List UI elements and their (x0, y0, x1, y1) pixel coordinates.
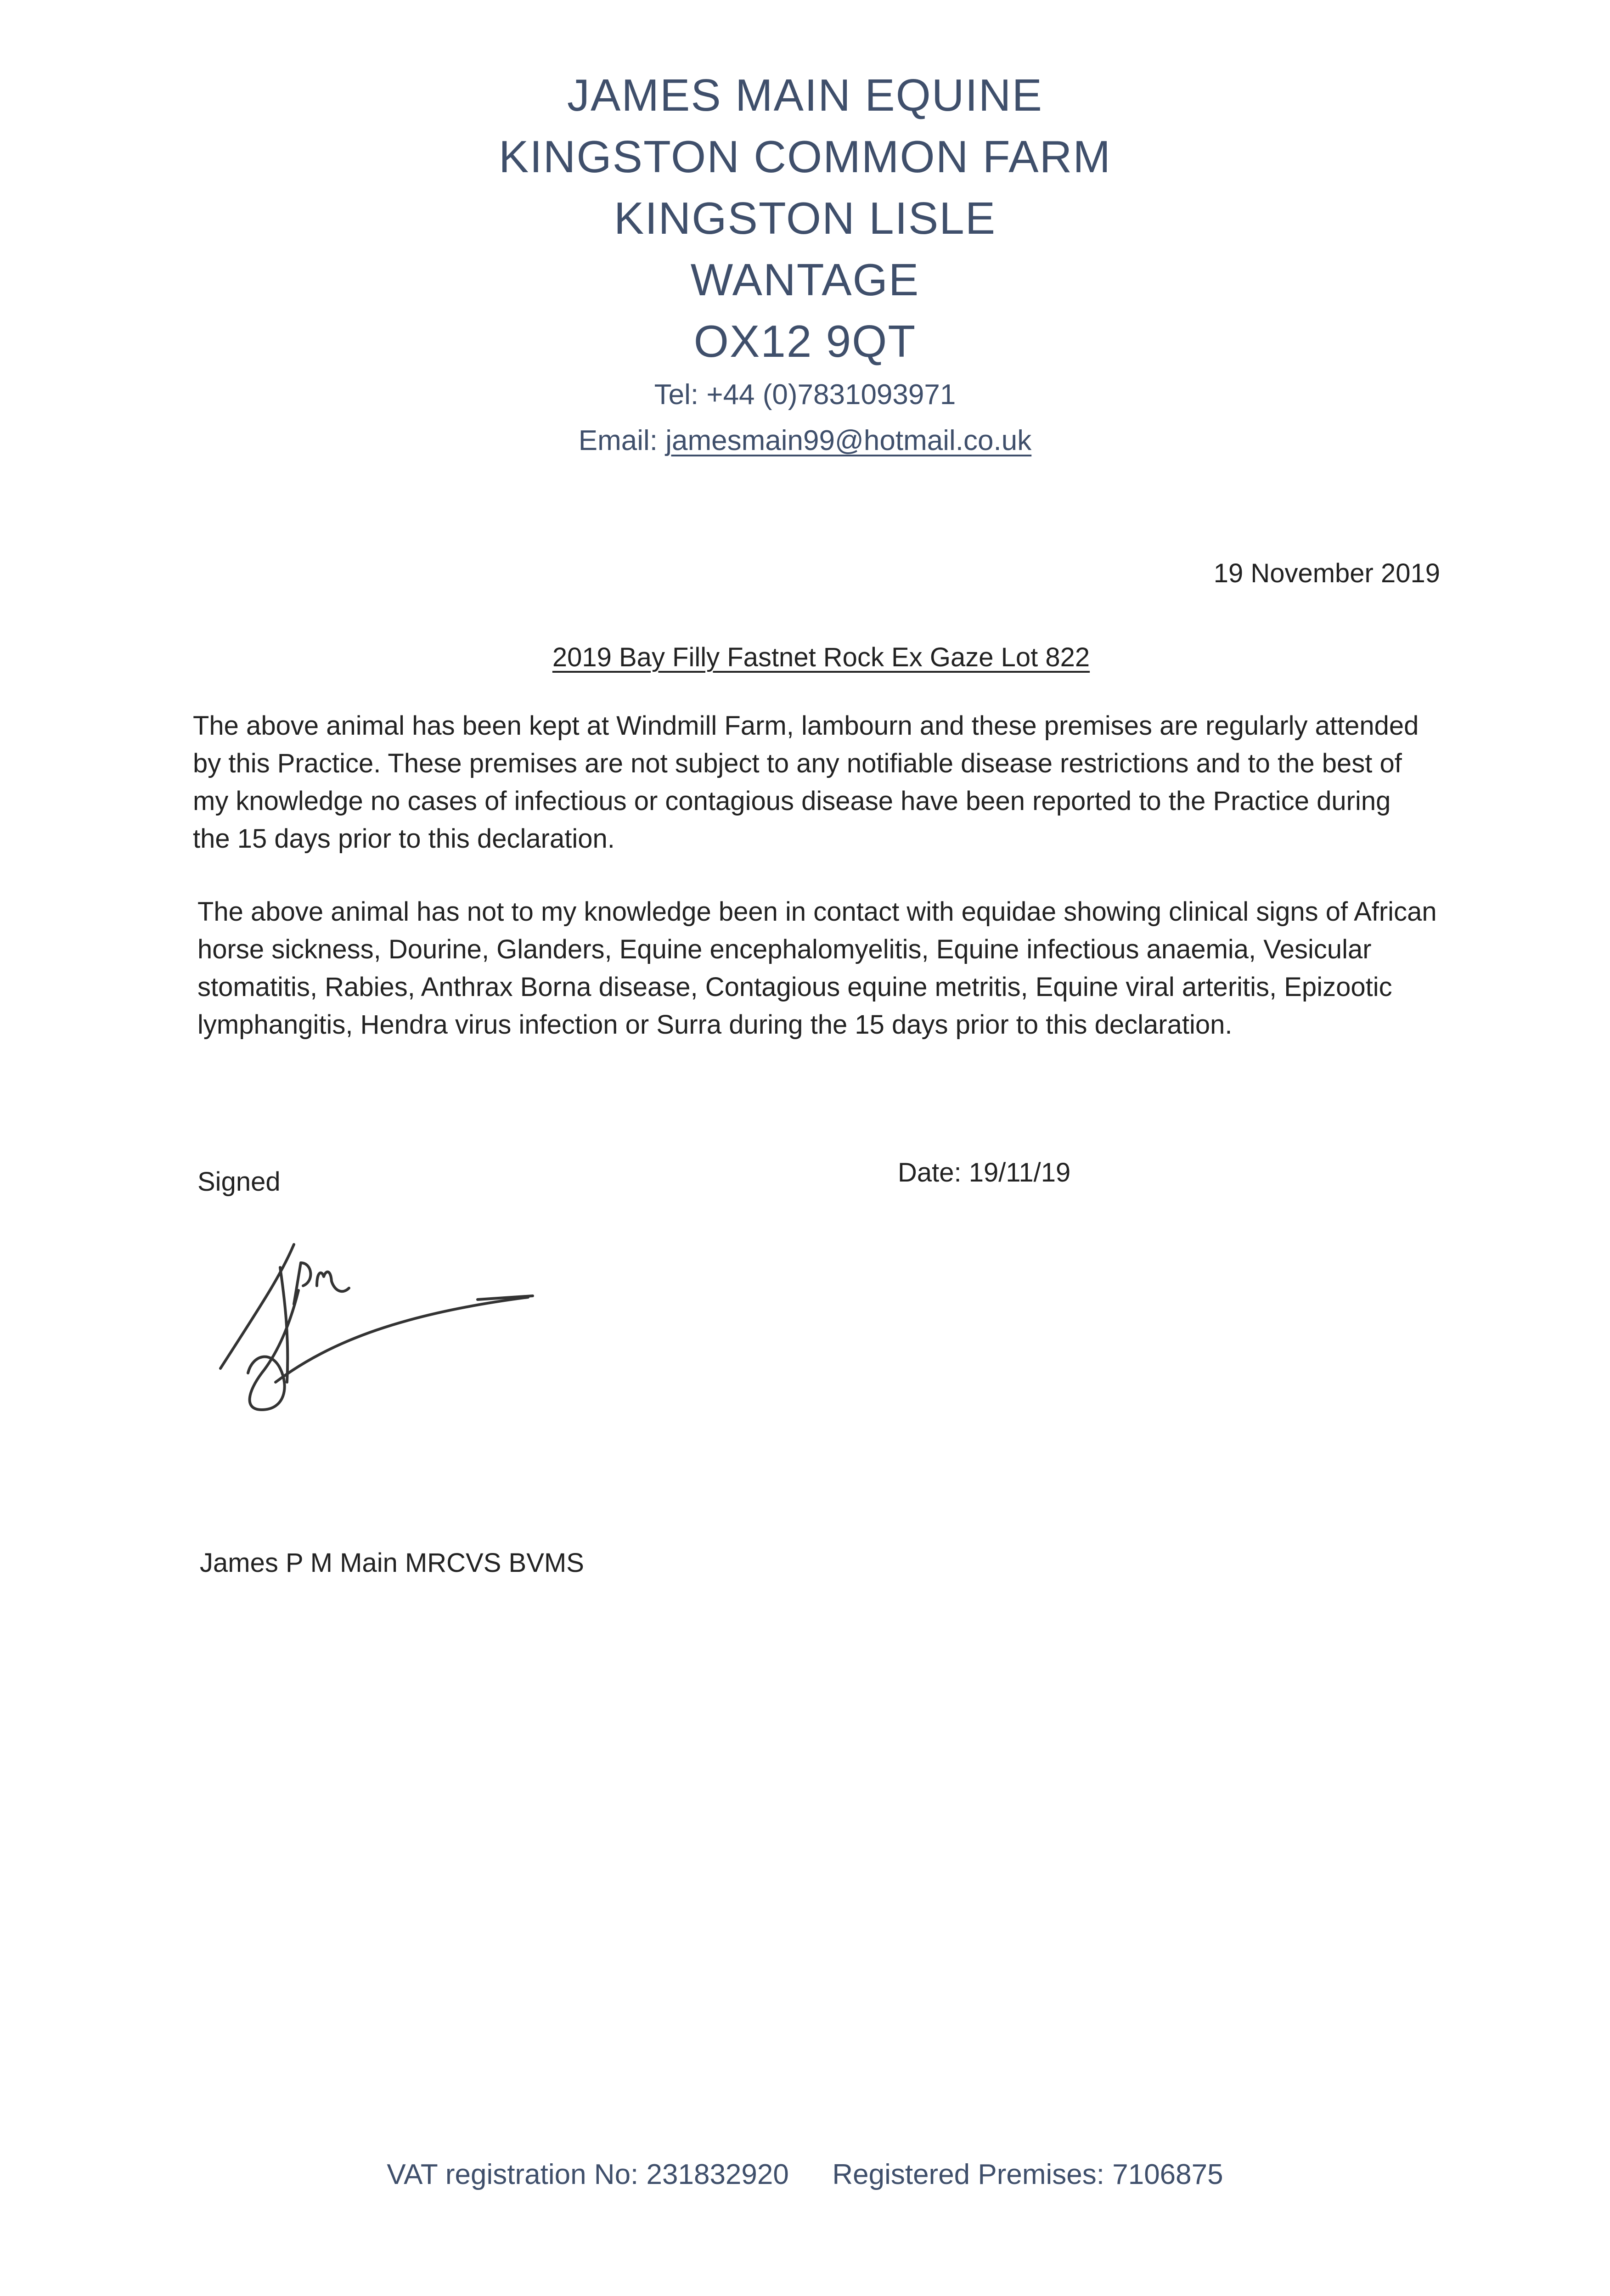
signature-date (898, 1157, 1070, 1188)
footer (0, 2158, 1610, 2191)
vat-number: 231832920 (646, 2159, 789, 2190)
letterhead (0, 64, 1610, 464)
handwritten-signature (211, 1235, 542, 1446)
subject-text: 2019 Bay Filly Fastnet Rock Ex Gaze Lot 822 (552, 642, 1090, 672)
practice-name: JAMES MAIN EQUINE (567, 70, 1043, 120)
email-line (0, 418, 1610, 464)
telephone-label: Tel: (654, 379, 699, 411)
signature-date-value: 19/11/19 (968, 1158, 1071, 1187)
signature-date-label: Date: (898, 1158, 962, 1187)
telephone-line (0, 372, 1610, 418)
farm-name: KINGSTON COMMON FARM (498, 131, 1111, 182)
premises-label: Registered Premises: (832, 2159, 1104, 2190)
premises-number: 7106875 (1112, 2159, 1223, 2190)
body-paragraph-1: The above animal has been kept at Windmill Farm, lambourn and these premises are regularly attended by this Practice. These premises are not subject to any notifiable disease restrictions and to the best of my knowledge no cases of infectious or contagious disease have been reported to the Practice during the 15 days prior to this declaration. (193, 711, 1419, 854)
email-label: Email: (578, 425, 658, 456)
signer-name: James P M Main MRCVS BVMS (200, 1548, 584, 1578)
postcode: OX12 9QT (693, 316, 917, 366)
subject-line (0, 642, 1610, 673)
vat-label: VAT registration No: (387, 2159, 639, 2190)
town-name: WANTAGE (690, 254, 920, 305)
village-name: KINGSTON LISLE (614, 193, 996, 243)
letter-date: 19 November 2019 (1213, 558, 1440, 588)
signed-label: Signed (197, 1167, 281, 1197)
telephone-number: +44 (0)7831093971 (706, 379, 956, 411)
email-link[interactable]: jamesmain99@hotmail.co.uk (665, 425, 1032, 456)
body-paragraph-2: The above animal has not to my knowledge been in contact with equidae showing clinical signs of African horse sickness, Dourine, Glanders, Equine encephalomyelitis, Equine infectious anaemia, Vesicular stomatitis, Rabies, Anthrax Borna disease, Contagious equine metritis, Equine viral arteritis, Epizootic lymphangitis, Hendra virus infection or Surra during the 15 days prior to this declaration. (197, 897, 1437, 1040)
